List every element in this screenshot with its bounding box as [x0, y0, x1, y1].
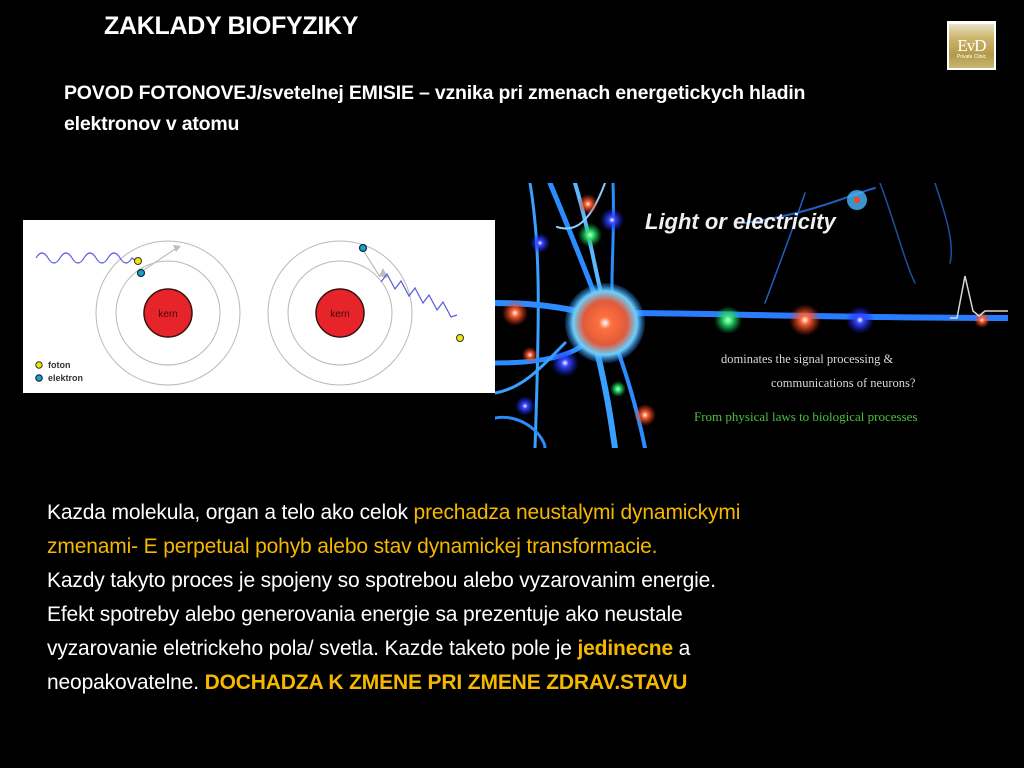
body-text-segment: vyzarovanie eletrickeho pola/ svetla. Kazde taketo pole je	[47, 637, 578, 660]
nucleus-label: kern	[158, 309, 178, 320]
slide-subtitle	[64, 78, 964, 140]
body-line-1	[47, 496, 1007, 530]
atom-diagram-graphic	[23, 220, 495, 393]
atom-emission	[268, 241, 464, 385]
nucleus-label: kern	[330, 309, 350, 320]
body-text-segment: a	[673, 637, 691, 660]
electron-icon	[360, 245, 367, 252]
body-line-5	[47, 632, 1007, 666]
subtitle-line-1: POVOD FOTONOVEJ/svetelnej EMISIE – vznika pri zmenach energetickych hladin	[64, 82, 806, 104]
atom-emission-diagram	[23, 220, 495, 393]
neuron-caption-3: From physical laws to biological processes	[694, 409, 918, 424]
logo-mark: EvD	[957, 36, 986, 55]
neuron-soma-icon	[565, 283, 645, 363]
clinic-logo-icon	[947, 21, 996, 70]
body-line-3: Kazdy takyto proces je spojeny so spotrebou alebo vyzarovanim energie.	[47, 569, 716, 592]
logo-badge	[949, 24, 994, 68]
legend-foton: foton	[48, 360, 71, 370]
neuron-graphic	[495, 183, 1008, 448]
neuron-heading: Light or electricity	[645, 209, 836, 234]
neuron-caption-2: communications of neurons?	[771, 376, 916, 390]
subtitle-line-2: elektronov v atomu	[64, 113, 240, 135]
slide-title: ZAKLADY BIOFYZIKY	[104, 12, 359, 40]
body-line-4: Efekt spotreby alebo generovania energie sa prezentuje ako neustale	[47, 603, 683, 626]
body-text-segment: neopakovatelne.	[47, 671, 205, 694]
neuron-caption-1: dominates the signal processing &	[721, 352, 894, 366]
logo-subtitle: Private Clinic	[956, 54, 987, 60]
diagram-legend	[36, 360, 83, 383]
body-paragraph	[47, 496, 1007, 700]
electron-icon	[138, 270, 145, 277]
highlight-text: prechadza neustalymi dynamickymi	[413, 501, 741, 524]
body-line-6	[47, 666, 1007, 700]
legend-elektron: elektron	[48, 373, 84, 383]
body-line-2: zmenami- E perpetual pohyb alebo stav dynamickej transformacie.	[47, 535, 658, 558]
action-potential-icon	[950, 276, 1008, 318]
photon-icon	[457, 335, 464, 342]
highlight-bold-text: jedinecne	[577, 637, 673, 660]
conclusion-highlight: DOCHADZA K ZMENE PRI ZMENE ZDRAV.STAVU	[204, 671, 688, 694]
photon-icon	[135, 258, 142, 265]
neuron-illustration	[495, 183, 1008, 448]
body-text-segment: Kazda molekula, organ a telo ako celok	[47, 501, 414, 524]
